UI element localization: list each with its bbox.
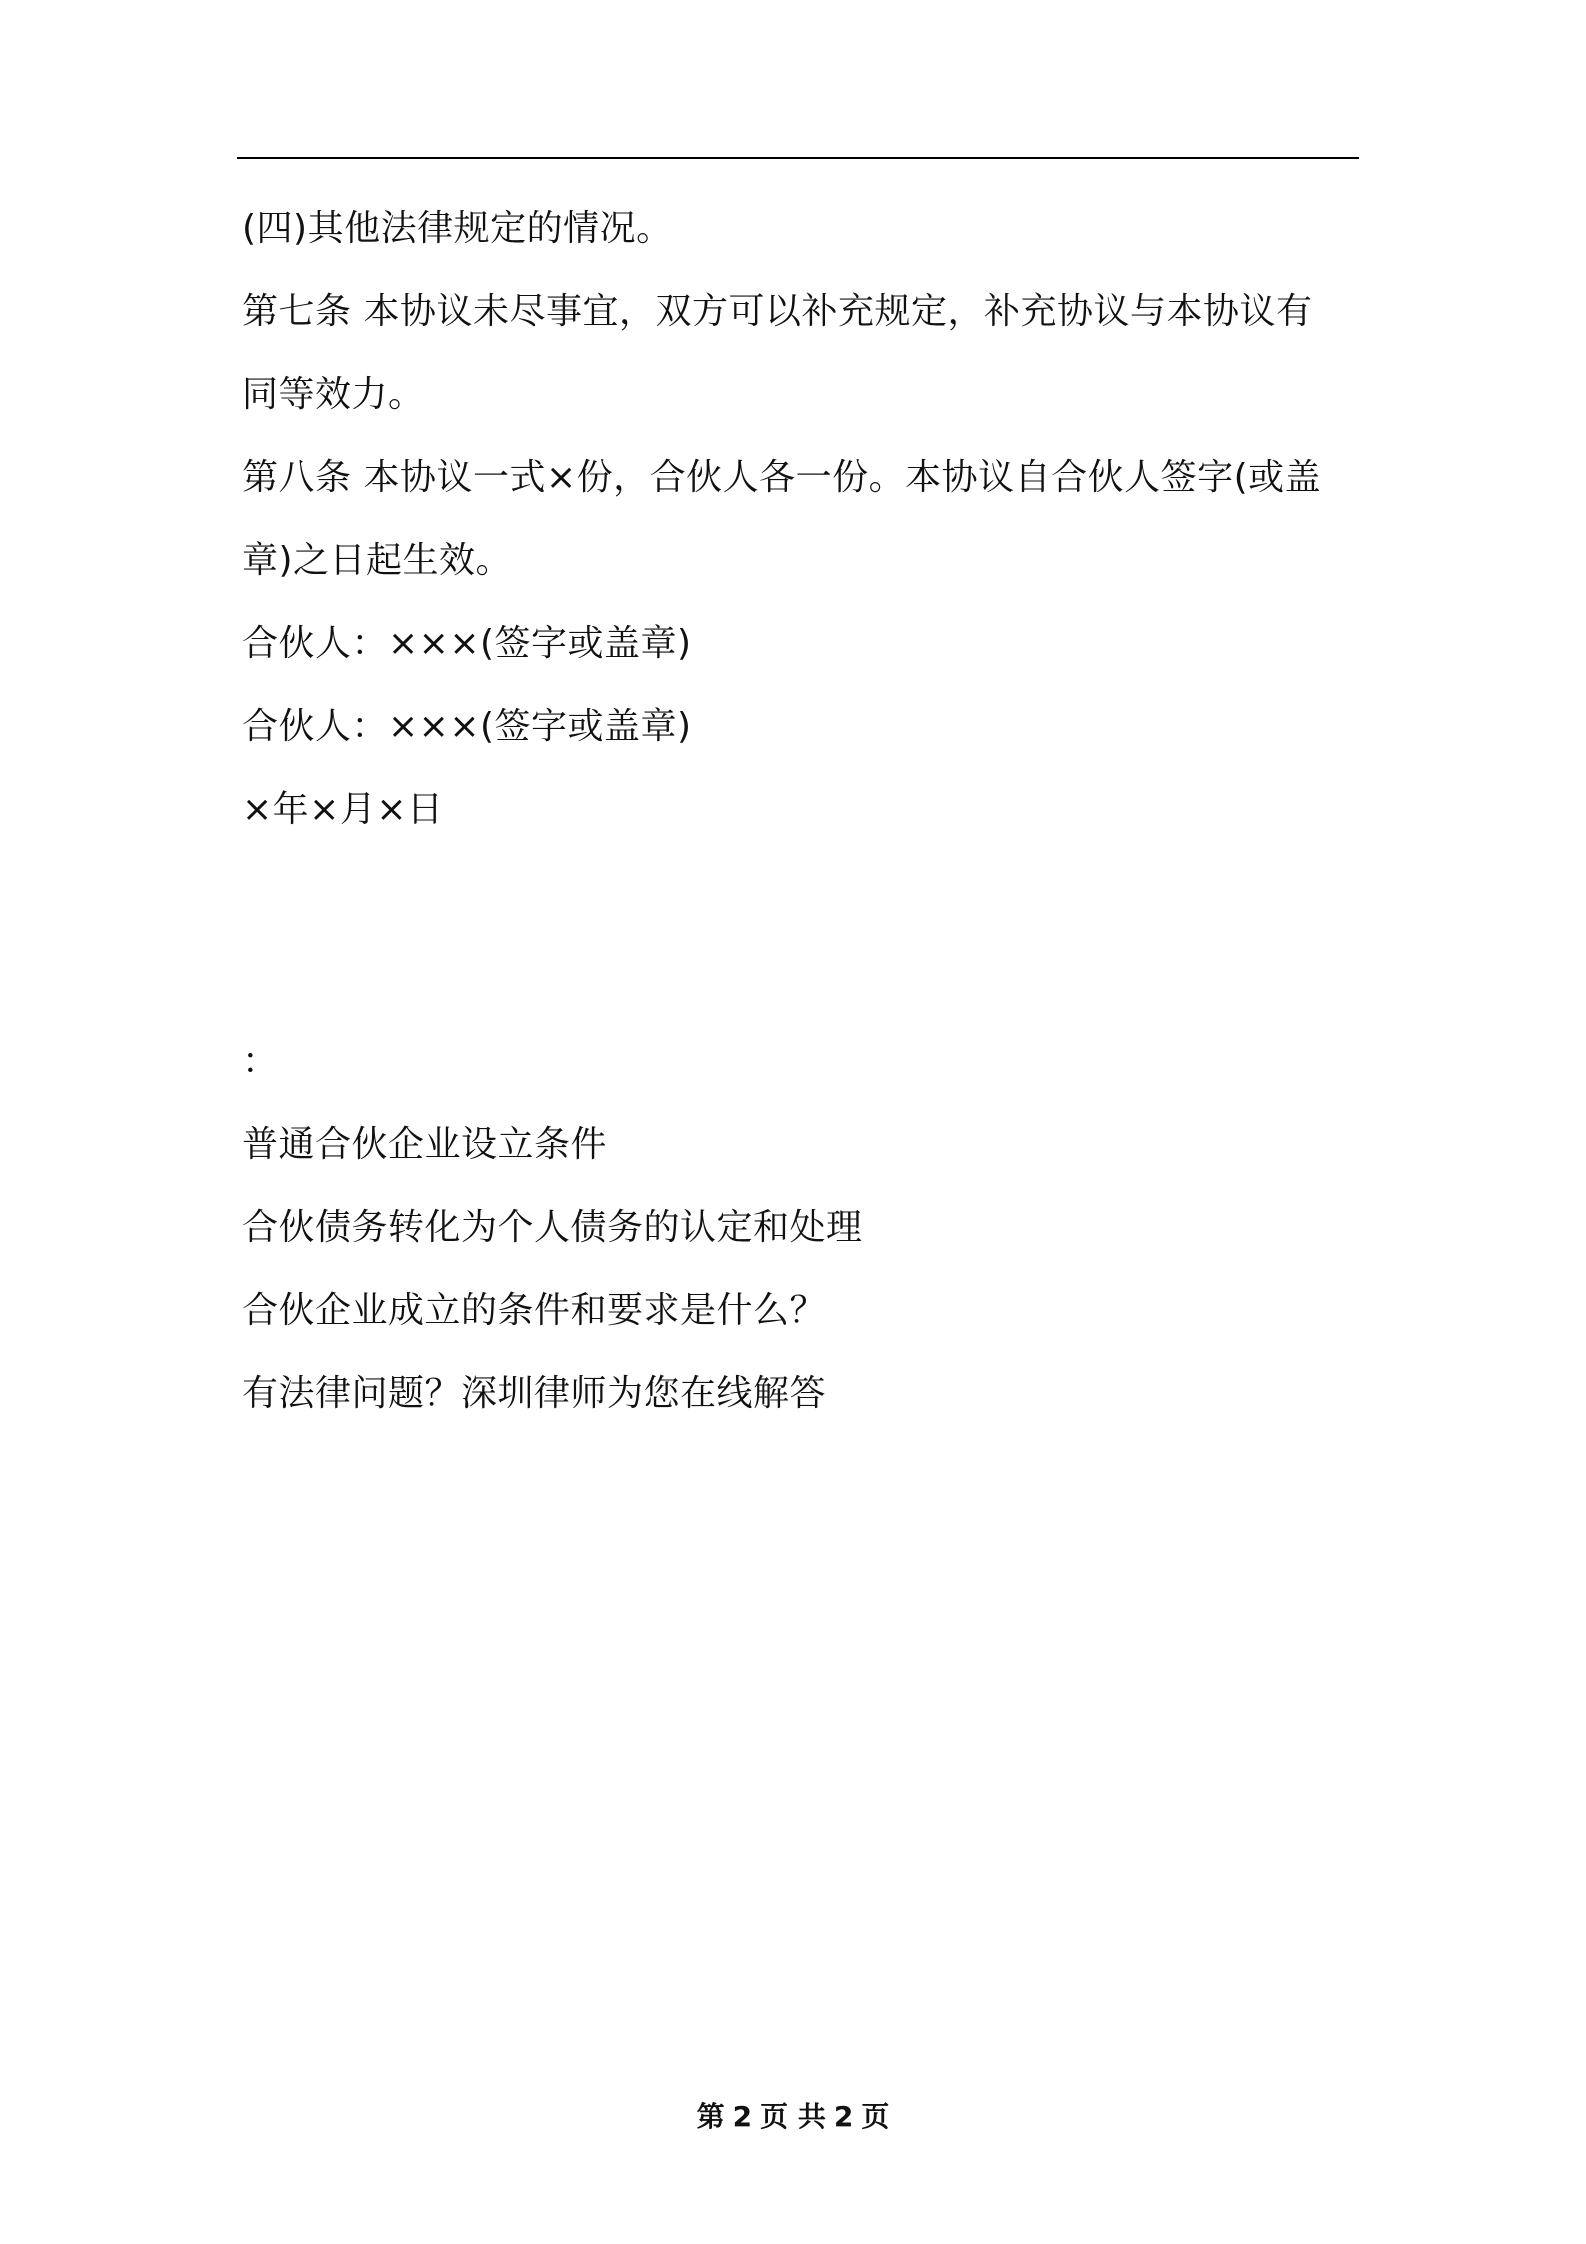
text-line: 章)之日起生效。 [242,540,513,581]
signature-line: 合伙人：×××(签字或盖章) [242,623,692,664]
footer-suffix: 页 [861,2100,890,2133]
related-link[interactable]: 普通合伙企业设立条件 [242,1124,608,1165]
text-line: 第八条 本协议一式×份，合伙人各一份。本协议自合伙人签字(或盖 [242,457,1322,498]
colon-mark: ： [242,1041,279,1082]
header-rule [237,157,1359,159]
text-line: (四)其他法律规定的情况。 [242,208,673,249]
text-line: 第七条 本协议未尽事宜，双方可以补充规定，补充协议与本协议有 [242,291,1313,332]
related-link[interactable]: 合伙企业成立的条件和要求是什么？ [242,1290,827,1331]
footer-page-number: 2 [732,2100,753,2133]
footer-middle: 页 共 [760,2100,826,2133]
page-footer [0,2099,1586,2135]
signature-line: 合伙人：×××(签字或盖章) [242,706,692,747]
date-line: ×年×月×日 [242,789,444,830]
related-link[interactable]: 有法律问题？深圳律师为您在线解答 [242,1373,827,1414]
related-link[interactable]: 合伙债务转化为个人债务的认定和处理 [242,1207,863,1248]
footer-total-pages: 2 [833,2100,854,2133]
text-line: 同等效力。 [242,374,425,415]
footer-prefix: 第 [696,2100,725,2133]
